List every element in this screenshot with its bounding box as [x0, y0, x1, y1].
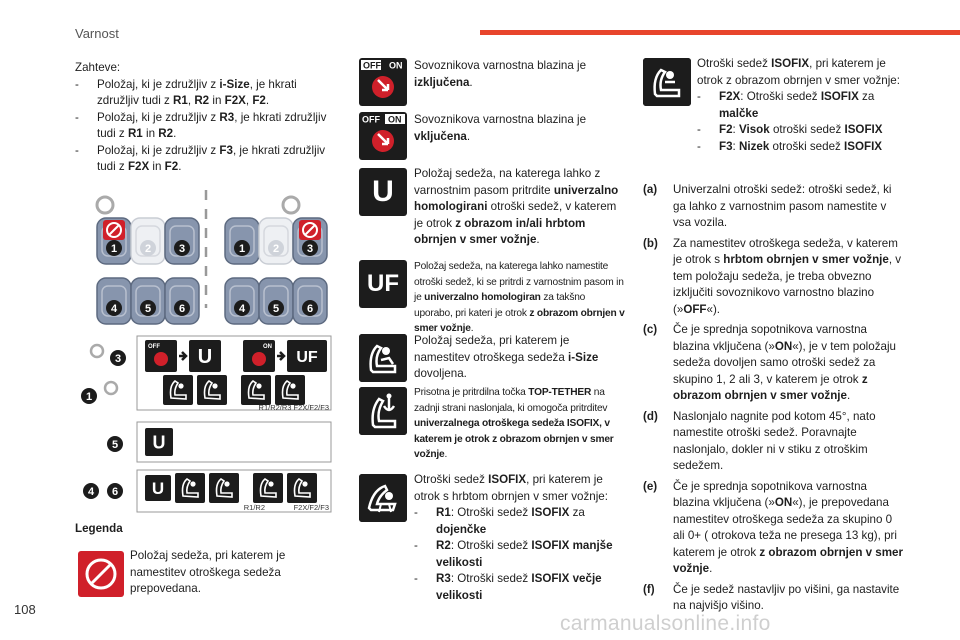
note-text: Naslonjalo nagnite pod kotom 45°, nato namestite otroški sedež. Poravnajte naslonjalo, dokler ni v stiku z otroškim sedežem. — [673, 409, 876, 472]
seat-number: 4 — [238, 303, 246, 315]
note-item — [643, 582, 903, 615]
requirements-list — [75, 77, 340, 176]
isofix-item: - R2: Otroški sedež ISOFIX manjše velikosti — [414, 538, 629, 571]
svg-text:U: U — [152, 432, 166, 453]
svg-text:ON: ON — [389, 60, 403, 71]
universal-uf-icon: UF — [359, 260, 407, 308]
isofix-rear-list — [414, 505, 629, 604]
note-text: Univerzalni otroški sedež: otroški sedež, ki ga lahko z varnostnim pasom namestite v vsa vozila. — [673, 183, 892, 229]
section-title: Varnost — [75, 26, 119, 41]
seat-number: 1 — [110, 243, 118, 255]
steering-wheel-icon — [105, 382, 117, 394]
seat-number: 5 — [111, 439, 119, 451]
note-text: Za namestitev otroškega sedeža, v katerem je otrok s hrbtom obrnjen v smer vožnje, v tem položaju sedeža, je treba obvezno izključiti sovoznikovo varnostno blazino (»OFF«). — [673, 236, 902, 316]
seat-number: 5 — [144, 303, 152, 315]
watermark: carmanualsonline.info — [560, 612, 771, 635]
note-text: Če je sedež nastavljiv po višini, ga nastavite na najvišjo višino. — [673, 582, 900, 612]
seat-5 — [259, 278, 293, 324]
legend-title: Legenda — [75, 522, 123, 535]
note-text: Če je sprednja sopotnikova varnostna blazina vključena (»ON«), je prepovedana namestitev otroškega sedeža za skupino 0 ali 0+ ( otrokova teža ne presega 13 kg), pri katerem je otrok z obrazom obrnjen v smer vožnje. — [673, 479, 904, 575]
requirement-item: - Položaj, ki je združljiv z R3, je hkrati združljiv tudi z R1 in R2. — [75, 110, 340, 143]
isize-text: Položaj sedeža, pri katerem je namestitev otroškega sedeža i-Size dovoljena. — [414, 334, 599, 380]
seat-4 — [97, 278, 131, 324]
airbag-on-text: Sovoznikova varnostna blazina je vključena. — [414, 113, 587, 143]
isofix-rear-text: Otroški sedež ISOFIX, pri katerem je otrok s hrbtom obrnjen v smer vožnje: - R1: Otroški sedež ISOFIX za dojenčke - R2: Otroški sedež ISOFIX manjše velikosti - R3: Otroški sedež ISOFIX večje velikosti — [414, 472, 629, 604]
seat-number-badge — [174, 240, 190, 256]
isize-seat-icon — [359, 334, 407, 382]
row-label: R1/R2 — [243, 503, 265, 512]
svg-text:OFF: OFF — [148, 344, 160, 350]
top-tether-icon — [209, 473, 239, 503]
svg-text:ON: ON — [263, 344, 272, 350]
seat-5 — [131, 278, 165, 324]
seat-number-badge — [83, 483, 99, 499]
isofix-front-list — [697, 89, 902, 155]
legend-prohibited-text: Položaj sedeža, pri katerem je namestitev otroškega sedeža prepovedana. — [130, 549, 286, 595]
universal-u-icon: U — [359, 168, 407, 216]
isofix-item: - F2: Visok otroški sedež ISOFIX — [697, 122, 902, 139]
seat-number: 6 — [306, 303, 314, 315]
seat-number-badge — [234, 240, 250, 256]
svg-text:ON: ON — [388, 114, 402, 125]
prohibited-icon — [299, 220, 321, 240]
seat-3 — [165, 218, 199, 264]
note-label: (c) — [643, 323, 658, 336]
note-item — [643, 479, 903, 578]
note-label: (e) — [643, 479, 658, 493]
universal-uf-icon — [287, 340, 327, 372]
top-tether-text: Prisotna je pritrdilna točka TOP-TETHER na zadnji strani naslonjala, ki omogoča pritrditev univerzalnega otroškega sedeža ISOFIX, v katerem je otrok z obrazom obrnjen v smer vožnje. — [414, 387, 614, 461]
note-item — [643, 182, 903, 232]
seat-number-badge — [302, 300, 318, 316]
isize-seat-icon — [253, 473, 283, 503]
steering-wheel-icon — [91, 345, 103, 357]
page-number: 108 — [14, 602, 36, 617]
svg-text:U: U — [197, 346, 213, 369]
isofix-front-facing-icon — [275, 375, 305, 405]
seat-number-badge — [268, 300, 284, 316]
seat-number: 4 — [87, 486, 95, 498]
prohibited-icon — [103, 220, 125, 240]
top-tether-icon — [359, 387, 407, 435]
requirements-title: Zahteve: — [75, 61, 121, 74]
note-item — [643, 409, 903, 475]
seat-number: 3 — [114, 353, 122, 365]
airbag-on-icon — [243, 340, 275, 372]
seat-1 — [225, 218, 259, 264]
isofix-item: - R3: Otroški sedež ISOFIX večje velikosti — [414, 571, 629, 604]
isofix-item: - F3: Nizek otroški sedež ISOFIX — [697, 139, 902, 156]
seat-number-badge — [268, 240, 284, 256]
seat-number-badge — [140, 300, 156, 316]
universal-u-icon — [189, 340, 221, 372]
airbag-off-text: Sovoznikova varnostna blazina je izključena. — [414, 59, 587, 89]
isofix-rear-facing-icon — [175, 473, 205, 503]
note-item — [643, 322, 903, 405]
seat-number: 5 — [272, 303, 280, 315]
seat-number-badge — [302, 240, 318, 256]
seat-number-badge — [234, 300, 250, 316]
isofix-front-facing-icon — [643, 58, 691, 106]
seat-number-badge — [81, 388, 97, 404]
seat-number: 2 — [144, 243, 152, 255]
note-label: (a) — [643, 183, 658, 196]
svg-text:OFF: OFF — [363, 60, 381, 71]
requirement-item: - Položaj, ki je združljiv z i-Size, je hkrati združljiv tudi z R1, R2 in F2X, F2. — [75, 77, 340, 110]
seat-4 — [225, 278, 259, 324]
universal-u-text: Položaj sedeža, na katerega lahko z varnostnim pasom pritrdite univerzalno homologirani otroški sedež, v katerem je otrok z obrazom in/ali hrbtom obrnjen v smer vožnje. — [414, 167, 619, 246]
seat-1 — [97, 218, 131, 264]
isofix-item: - R1: Otroški sedež ISOFIX za dojenčke — [414, 505, 629, 538]
note-label: (d) — [643, 409, 658, 423]
header-accent-bar — [480, 30, 960, 35]
note-item — [643, 236, 903, 319]
airbag-on-icon — [359, 112, 407, 160]
isofix-front-facing-icon — [287, 473, 317, 503]
seat-2 — [131, 218, 165, 264]
svg-text:UF: UF — [296, 348, 318, 366]
note-label: (b) — [643, 236, 658, 250]
universal-u-icon — [145, 475, 171, 501]
svg-text:U: U — [151, 479, 165, 499]
seat-number: 4 — [110, 303, 118, 315]
seat-number-badge — [107, 436, 123, 452]
seat-2 — [259, 218, 293, 264]
row-label: F2X/F2/F3 — [293, 503, 329, 512]
seat-3 — [293, 218, 327, 264]
seat-number: 1 — [85, 391, 93, 403]
requirements-block — [75, 60, 340, 176]
isize-seat-icon — [241, 375, 271, 405]
seat-6 — [293, 278, 327, 324]
isofix-rear-facing-icon — [359, 474, 407, 522]
notes-list — [643, 182, 903, 619]
note-label: (f) — [643, 582, 655, 596]
airbag-off-icon — [359, 58, 407, 106]
seat-number-badge — [140, 240, 156, 256]
row-label: R1/R2/R3 F2X/F2/F3 — [258, 403, 329, 412]
arrow-right-icon — [277, 352, 284, 360]
arrow-right-icon — [179, 352, 186, 360]
svg-text:OFF: OFF — [362, 114, 380, 125]
seat-number: 6 — [111, 486, 119, 498]
seat-number-badge — [110, 350, 126, 366]
isofix-item: - F2X: Otroški sedež ISOFIX za malčke — [697, 89, 902, 122]
requirement-item: - Položaj, ki je združljiv z F3, je hkrati združljiv tudi z F2X in F2. — [75, 143, 340, 176]
seat-number-badge — [174, 300, 190, 316]
seat-number-badge — [106, 300, 122, 316]
top-tether-icon — [197, 375, 227, 405]
universal-u-icon — [145, 428, 173, 456]
seat-diagram-svg — [75, 188, 337, 518]
universal-uf-text: Položaj sedeža, na katerega lahko namestite otroški sedež, ki se pritrdi z varnostnim pasom in je univerzalno homologiran za takšno uporabo, pri kateri je otrok z obrazom obrnjen v smer vožnje. — [414, 261, 625, 335]
isofix-rear-facing-icon — [163, 375, 193, 405]
airbag-off-icon — [145, 340, 177, 372]
seat-number-badge — [107, 483, 123, 499]
seat-number: 3 — [178, 243, 186, 255]
seat-diagram — [75, 188, 337, 518]
note-text: Če je sprednja sopotnikova varnostna blazina vključena (»ON«), je v tem položaju sedeža dovoljen samo otroški sedež za skupino 1, 2 ali 3, v katerem je otrok z obrazom obrnjen v smer vožnje. — [673, 323, 896, 402]
seat-number: 1 — [238, 243, 246, 255]
seat-number-badge — [106, 240, 122, 256]
steering-wheel-icon — [97, 197, 299, 213]
seat-number: 3 — [306, 243, 314, 255]
seat-number: 2 — [272, 243, 280, 255]
isofix-front-text: Otroški sedež ISOFIX, pri katerem je otrok z obrazom obrnjen v smer vožnje: - F2X: Otroški sedež ISOFIX za malčke - F2: Visok otroški sedež ISOFIX - F3: Nizek otroški sedež ISOFIX — [697, 56, 902, 155]
seat-6 — [165, 278, 199, 324]
seat-number: 6 — [178, 303, 186, 315]
prohibited-icon — [78, 551, 124, 597]
